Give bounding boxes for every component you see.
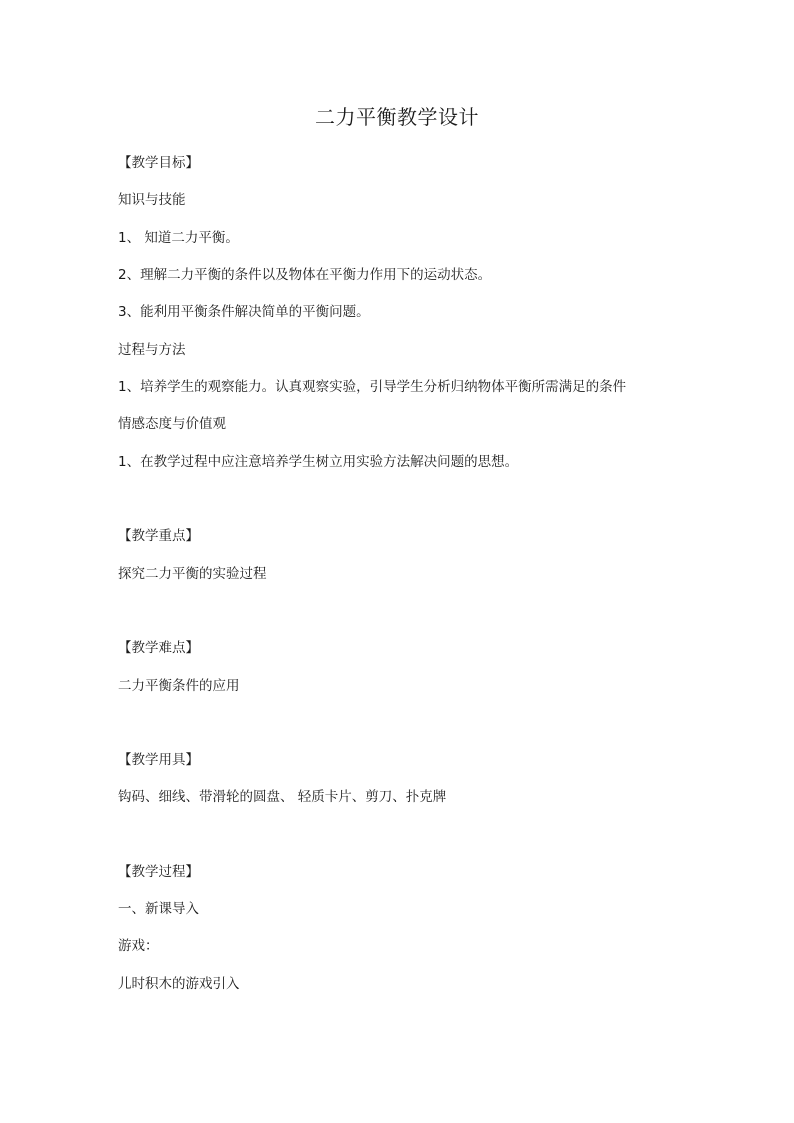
difficulties-heading: 【教学难点】 — [118, 640, 199, 656]
process-method-item-1: 1、培养学生的观察能力。认真观察实验，引导学生分析归纳物体平衡所需满足的条件 — [118, 379, 627, 395]
game-label: 游戏： — [118, 938, 159, 954]
emotion-item-1: 1、在教学过程中应注意培养学生树立用实验方法解决问题的思想。 — [118, 454, 519, 470]
teaching-process-heading: 【教学过程】 — [118, 864, 199, 880]
key-points-heading: 【教学重点】 — [118, 528, 199, 544]
key-points-text: 探究二力平衡的实验过程 — [118, 566, 267, 582]
difficulties-text: 二力平衡条件的应用 — [118, 678, 240, 694]
knowledge-item-3: 3、能利用平衡条件解决简单的平衡问题。 — [118, 304, 370, 320]
tools-heading: 【教学用具】 — [118, 752, 199, 768]
process-method-heading: 过程与方法 — [118, 342, 186, 358]
tools-text: 钩码、细线、带滑轮的圆盘、 轻质卡片、剪刀、扑克牌 — [118, 789, 447, 805]
knowledge-item-1: 1、 知道二力平衡。 — [118, 230, 239, 246]
game-text: 儿时积木的游戏引入 — [118, 976, 240, 992]
objectives-heading: 【教学目标】 — [118, 155, 199, 171]
document-title: 二力平衡教学设计 — [315, 105, 479, 129]
knowledge-heading: 知识与技能 — [118, 192, 186, 208]
new-lesson-intro: 一、新课导入 — [118, 901, 199, 917]
emotion-heading: 情感态度与价值观 — [118, 416, 226, 432]
knowledge-item-2: 2、理解二力平衡的条件以及物体在平衡力作用下的运动状态。 — [118, 267, 492, 283]
